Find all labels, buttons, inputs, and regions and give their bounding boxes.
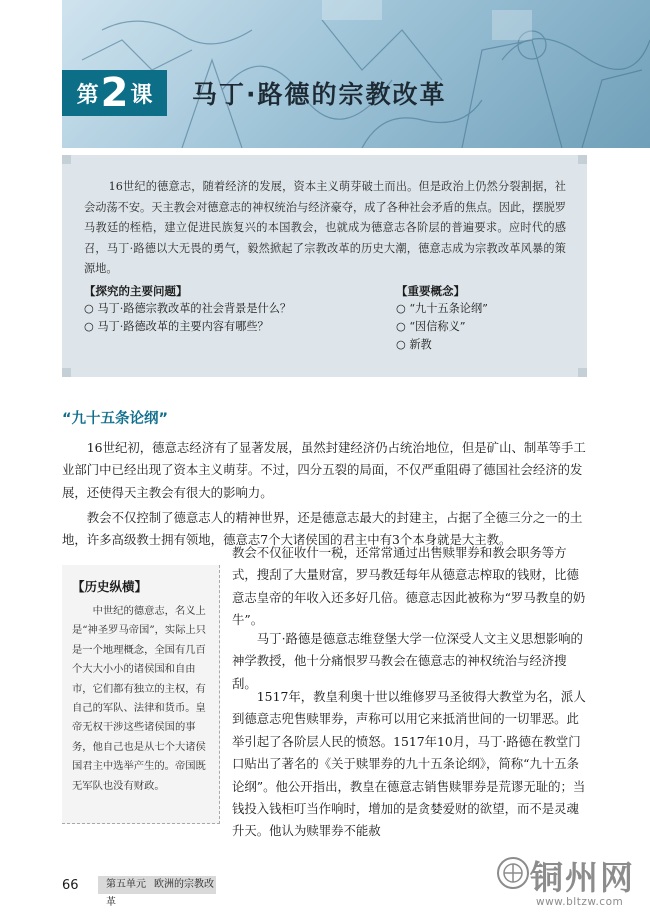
lesson-number: 2	[100, 70, 129, 116]
body-paragraph-1: 16世纪初，德意志经济有了显著发展，虽然封建经济仍占统治地位，但是矿山、制革等手工业部门中已经出现了资本主义萌芽。不过，四分五裂的局面，不仅严重阻碍了德国社会经济的发展，还使得天主教会有很大的影响力。	[62, 440, 586, 500]
body-paragraph-2a: 教会不仅控制了德意志人的精神世界，还是德意志最大的封建主，占据了全德三分之一的土地，许多高级教士拥有领地，德意志7个大诸侯国的君主中有3个本身就是大主教。	[62, 510, 583, 548]
inquiry-question-item: ○ 马丁·路德宗教改革的社会背景是什么？	[84, 300, 291, 318]
sidebar-text: 中世纪的德意志，名义上是“神圣罗马帝国”，实际上只是一个地理概念，全国有几百个大大小小的诸侯国和自由市，它们都有独立的主权，有自己的军队、法律和货币。皇帝无权干涉这些诸侯国的事务，他自己也是从七个大诸侯国君主中选举产生的。帝国既无军队也没有财政。	[72, 605, 207, 792]
section-heading: “九十五条论纲”	[62, 411, 169, 427]
inquiry-question-item: ○ 马丁·路德改革的主要内容有哪些？	[84, 318, 291, 336]
key-concept-item: ○ “九十五条论纲”	[396, 300, 488, 318]
lesson-title: 马丁·路德的宗教改革	[192, 80, 447, 109]
corner-mark	[62, 155, 71, 164]
watermark-name: 铜州网	[530, 858, 635, 897]
key-concepts-heading: 【重要概念】	[396, 284, 465, 298]
intro-box	[62, 155, 587, 377]
lesson-prefix: 第	[76, 82, 99, 108]
body-paragraph-4: 1517年，教皇利奥十世以维修罗马圣彼得大教堂为名，派人到德意志兜售赎罪券，声称可以用它来抵消世间的一切罪恶。此举引起了各阶层人民的愤怒。1517年10月，马丁·路德在教堂门口贴出了著名的《关于赎罪券的九十五条论纲》，简称“九十五条论纲”。他公开指出，教皇在德意志销售赎罪券是荒谬无耻的；当钱投入钱柜叮当作响时，增加的是贪婪爱财的欲望，而不是灵魂升天。他认为赎罪券不能赦	[232, 689, 586, 839]
key-concept-item: ○ “因信称义”	[396, 318, 488, 336]
body-paragraph-2b: 教会不仅征收什一税，还常常通过出售赎罪券和教会职务等方式，搜刮了大量财富，罗马教廷每年从德意志榨取的钱财，比德意志皇帝的年收入还多好几倍。德意志因此被称为“罗马教皇的奶牛”。	[232, 545, 586, 628]
site-watermark	[496, 852, 646, 918]
unit-title: 欧洲的宗教改革	[106, 879, 214, 908]
history-sidebar	[62, 565, 220, 824]
unit-label	[98, 876, 216, 908]
corner-mark	[578, 155, 587, 164]
inquiry-questions-heading: 【探究的主要问题】	[84, 284, 188, 298]
corner-mark	[578, 368, 587, 377]
key-concepts	[396, 282, 488, 354]
watermark-url: www.bltzw.com	[536, 896, 624, 908]
inquiry-questions	[84, 282, 291, 336]
lesson-suffix: 课	[130, 82, 153, 108]
page-number: 66	[62, 878, 79, 893]
body-paragraph-3: 马丁·路德是德意志维登堡大学一位深受人文主义思想影响的神学教授，他十分痛恨罗马教会在德意志的神权统治与经济搜刮。	[232, 631, 583, 691]
unit-number: 第五单元	[106, 879, 146, 890]
watermark-seal-icon	[496, 856, 530, 890]
corner-mark	[62, 368, 71, 377]
key-concept-item: ○ 新教	[396, 336, 488, 354]
sidebar-heading: 【历史纵横】	[72, 579, 148, 594]
lesson-number-badge	[62, 70, 167, 116]
intro-paragraph: 16世纪的德意志，随着经济的发展，资本主义萌芽破土而出。但是政治上仍然分裂割据，社会动荡不安。天主教会对德意志的神权统治与经济豪夺，成了各种社会矛盾的焦点。因此，摆脱罗马教廷的桎梏，建立促进民族复兴的本国教会，也就成为德意志各阶层的普遍要求。应时代的感召，马丁·路德以大无畏的勇气，毅然掀起了宗教改革的历史大潮，德意志成为宗教改革风暴的策源地。	[84, 180, 566, 275]
